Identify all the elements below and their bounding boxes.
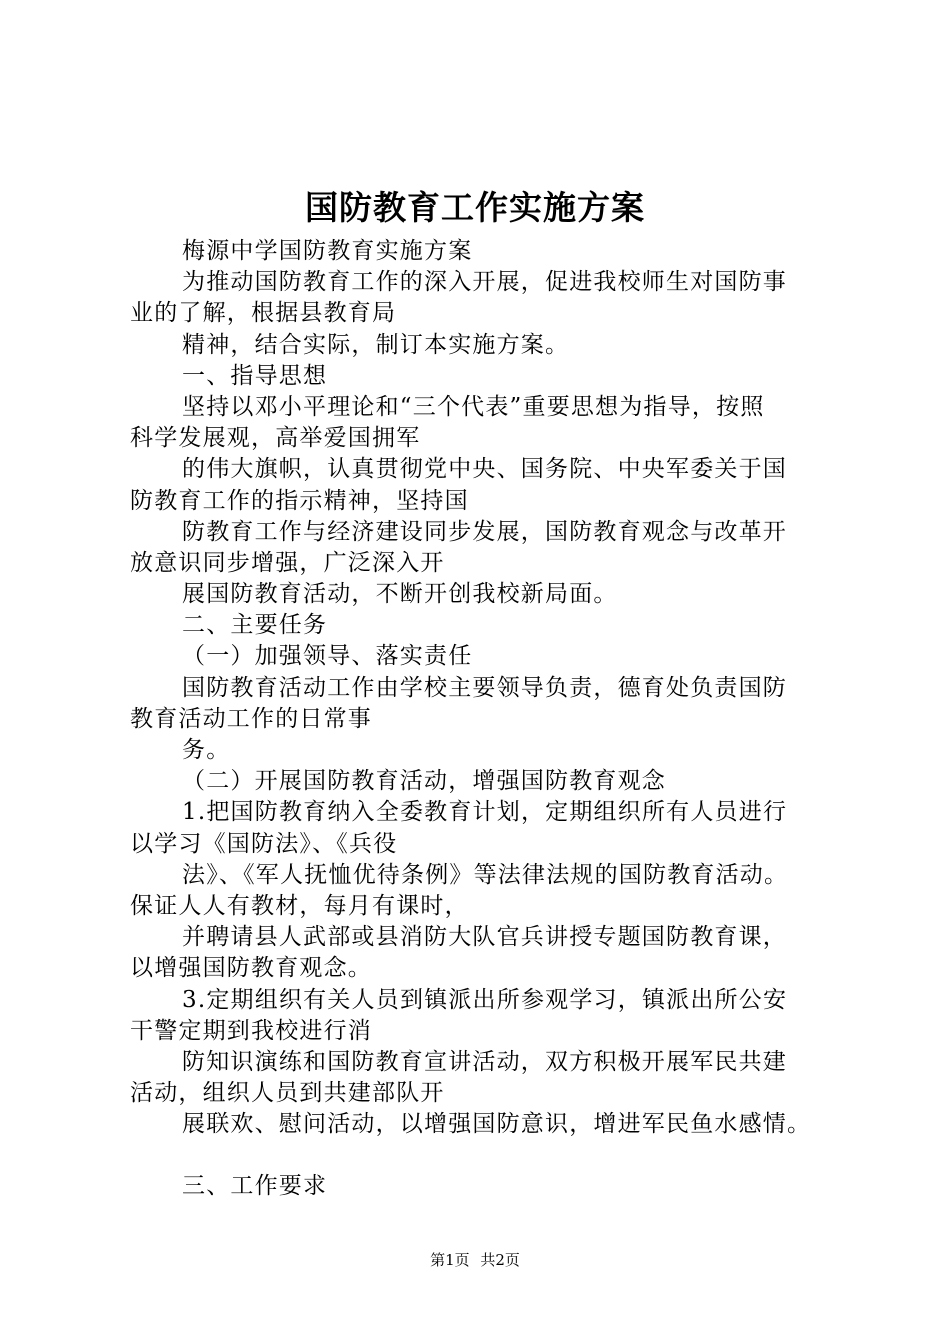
text-line: 放意识同步增强，广泛深入开	[130, 549, 445, 576]
text-line: 科学发展观，高举爱国拥军	[130, 425, 421, 452]
document-title: 国防教育工作实施方案	[305, 188, 645, 227]
section-heading-requirements: 三、工作要求	[182, 1173, 328, 1200]
text-line: 1.把国防教育纳入全委教育计划，定期组织所有人员进行	[182, 799, 788, 826]
text-line: （二）开展国防教育活动，增强国防教育观念	[182, 768, 666, 795]
text-line: 3.定期组织有关人员到镇派出所参观学习，镇派出所公安	[182, 986, 788, 1013]
text-line: 防教育工作与经济建设同步发展，国防教育观念与改革开	[182, 518, 787, 545]
text-line: 国防教育活动工作由学校主要领导负责，德育处负责国防	[182, 674, 787, 701]
text-line: 教育活动工作的日常事	[130, 705, 372, 732]
text-line: 防知识演练和国防教育宣讲活动，双方积极开展军民共建	[182, 1048, 787, 1075]
paragraph-lines	[130, 236, 845, 1140]
text-line: 务。	[182, 737, 231, 763]
page-total: 共2页	[480, 1251, 520, 1269]
text-line: 以学习《国防法》、《兵役	[130, 830, 398, 857]
blank-line	[130, 1140, 845, 1171]
text-line: （一）加强领导、落实责任	[182, 643, 473, 670]
text-line: 坚持以邓小平理论和“三个代表”重要思想为指导，按照	[182, 393, 765, 420]
text-line: 业的了解，根据县教育局	[130, 300, 397, 327]
text-line: 一、指导思想	[182, 362, 328, 389]
text-line: 精神，结合实际，制订本实施方案。	[182, 331, 570, 358]
page-footer	[0, 1250, 950, 1270]
text-line: 以增强国防教育观念。	[130, 955, 372, 982]
text-line: 二、主要任务	[182, 612, 328, 639]
text-line: 法》、《军人抚恤优待条例》等法律法规的国防教育活动。	[182, 861, 789, 888]
text-line: 并聘请县人武部或县消防大队官兵讲授专题国防教育课，	[182, 924, 787, 951]
text-line: 展联欢、慰问活动，以增强国防意识，增进军民鱼水感情。	[182, 1111, 812, 1138]
text-line: 活动，组织人员到共建部队开	[130, 1080, 445, 1107]
page-number: 第1页	[430, 1251, 470, 1269]
text-line: 为推动国防教育工作的深入开展，促进我校师生对国防事	[182, 269, 787, 296]
text-line: 防教育工作的指示精神，坚持国	[130, 487, 469, 514]
text-line: 的伟大旗帜，认真贯彻党中央、国务院、中央军委关于国	[182, 456, 787, 483]
document-body	[130, 236, 845, 1203]
text-line: 梅源中学国防教育实施方案	[182, 238, 473, 264]
text-line: 保证人人有教材，每月有课时，	[130, 892, 469, 919]
text-line: 展国防教育活动，不断开创我校新局面。	[182, 581, 618, 608]
text-line: 干警定期到我校进行消	[130, 1017, 372, 1044]
